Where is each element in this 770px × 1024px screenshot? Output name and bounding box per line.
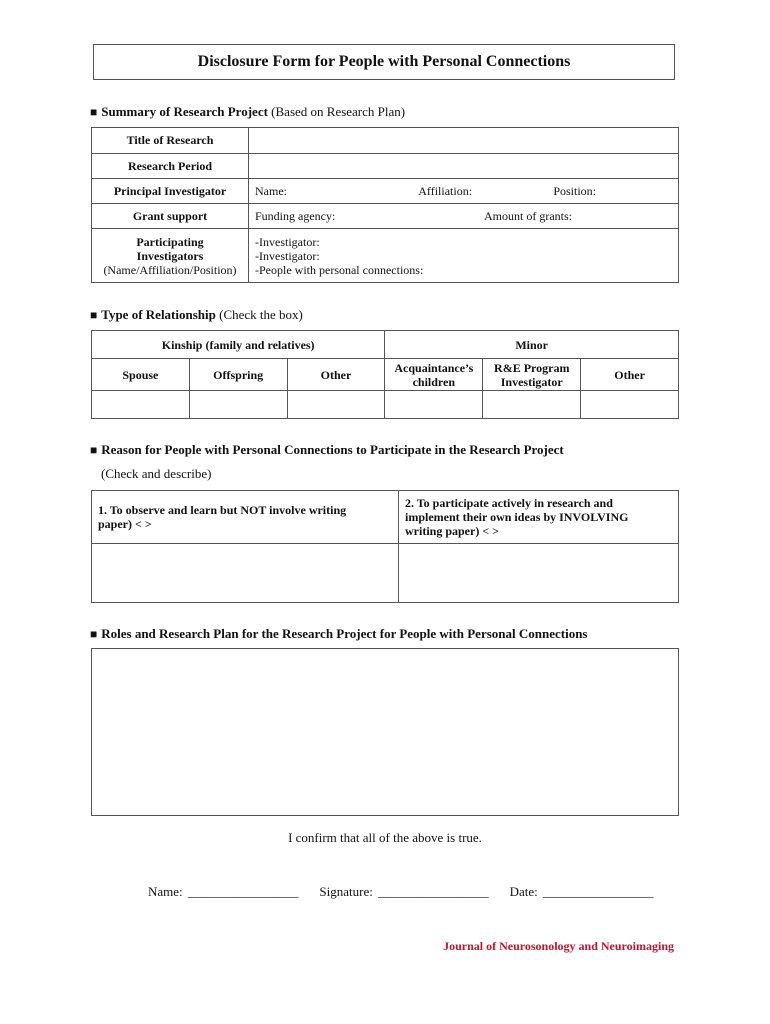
spouse-header: Spouse — [92, 359, 190, 391]
option-participate-cell — [399, 491, 679, 544]
research-period-label: Research Period — [92, 154, 249, 179]
option-observe-line2: paper) < > — [98, 517, 152, 531]
summary-heading-note: (Based on Research Plan) — [271, 104, 406, 119]
option-participate-line2: implement their own ideas by INVOLVING — [405, 510, 629, 524]
principal-investigator-field[interactable] — [249, 179, 679, 204]
date-field[interactable]: Date: _________________ — [509, 884, 654, 899]
spouse-checkbox-cell[interactable] — [92, 391, 190, 419]
offspring-header: Offspring — [189, 359, 287, 391]
title-of-research-label: Title of Research — [92, 128, 249, 154]
participating-label-line2: Investigators — [136, 248, 204, 263]
amount-of-grants-label: Amount of grants: — [484, 208, 572, 223]
relationship-table — [91, 330, 679, 419]
reason-options-row — [92, 491, 679, 544]
roles-heading-text: Roles and Research Plan for the Research Project for People with Personal Connections — [101, 626, 588, 641]
title-of-research-field[interactable] — [249, 128, 679, 154]
acquaintance-checkbox-cell[interactable] — [385, 391, 483, 419]
roles-plan-field[interactable] — [91, 648, 679, 816]
square-bullet-icon: ■ — [90, 308, 98, 322]
reason-note: (Check and describe) — [101, 466, 212, 481]
other-minor-checkbox-cell[interactable] — [581, 391, 679, 419]
other-kin-header: Other — [287, 359, 385, 391]
square-bullet-icon: ■ — [90, 105, 98, 119]
row-period — [92, 154, 679, 179]
option-participate-line3: writing paper) < > — [405, 524, 500, 538]
offspring-checkbox-cell[interactable] — [189, 391, 287, 419]
summary-heading — [90, 104, 405, 120]
reason-heading-text: Reason for People with Personal Connections to Participate in the Research Project — [101, 442, 564, 457]
option-observe-describe-field[interactable] — [92, 544, 399, 603]
option-participate-describe-field[interactable] — [399, 544, 679, 603]
form-title: Disclosure Form for People with Personal Connections — [93, 44, 675, 80]
reason-describe-row — [92, 544, 679, 603]
pi-position-label: Position: — [553, 183, 596, 198]
row-grant — [92, 204, 679, 229]
principal-investigator-label: Principal Investigator — [92, 179, 249, 204]
relationship-heading — [90, 307, 303, 323]
journal-name: Journal of Neurosonology and Neuroimaging — [443, 939, 674, 953]
acquaintance-line1: Acquaintance’s — [394, 360, 474, 375]
re-program-line2: Investigator — [500, 374, 563, 389]
acquaintance-line2: children — [412, 374, 456, 389]
relationship-type-row — [92, 359, 679, 391]
row-participating — [92, 229, 679, 283]
investigator-line-2: -Investigator: — [255, 248, 320, 263]
minor-header: Minor — [385, 331, 679, 359]
participating-investigators-field[interactable] — [249, 229, 679, 283]
participating-label-line3: (Name/Affiliation/Position) — [103, 262, 237, 277]
re-program-line1: R&E Program — [494, 360, 570, 375]
acquaintance-children-header — [385, 359, 483, 391]
personal-connections-line: -People with personal connections: — [255, 262, 424, 277]
row-title — [92, 128, 679, 154]
square-bullet-icon: ■ — [90, 627, 98, 641]
roles-heading — [90, 626, 587, 642]
row-pi — [92, 179, 679, 204]
name-field[interactable]: Name: _________________ — [148, 884, 299, 899]
confirmation-statement: I confirm that all of the above is true. — [288, 830, 482, 845]
re-program-header — [483, 359, 581, 391]
square-bullet-icon: ■ — [90, 443, 98, 457]
relationship-group-row — [92, 331, 679, 359]
signature-field[interactable]: Signature: _________________ — [319, 884, 489, 899]
kinship-header: Kinship (family and relatives) — [92, 331, 385, 359]
grant-support-label: Grant support — [92, 204, 249, 229]
option-observe-line1: 1. To observe and learn but NOT involve writing — [98, 503, 347, 517]
other-kin-checkbox-cell[interactable] — [287, 391, 385, 419]
signature-line — [148, 884, 654, 900]
summary-heading-text: Summary of Research Project — [101, 104, 268, 119]
summary-table — [91, 127, 679, 283]
pi-name-label: Name: — [255, 183, 287, 198]
relationship-heading-text: Type of Relationship — [101, 307, 216, 322]
pi-affiliation-label: Affiliation: — [418, 183, 473, 198]
other-minor-header: Other — [581, 359, 679, 391]
reason-table — [91, 490, 679, 603]
reason-heading — [90, 442, 564, 458]
option-observe-cell — [92, 491, 399, 544]
re-program-checkbox-cell[interactable] — [483, 391, 581, 419]
grant-support-field[interactable] — [249, 204, 679, 229]
participating-label-line1: Participating — [136, 234, 204, 249]
funding-agency-label: Funding agency: — [255, 208, 336, 223]
relationship-check-row — [92, 391, 679, 419]
investigator-line-1: -Investigator: — [255, 234, 320, 249]
option-participate-line1: 2. To participate actively in research and — [405, 496, 613, 510]
participating-investigators-label — [92, 229, 249, 283]
research-period-field[interactable] — [249, 154, 679, 179]
relationship-heading-note: (Check the box) — [219, 307, 303, 322]
